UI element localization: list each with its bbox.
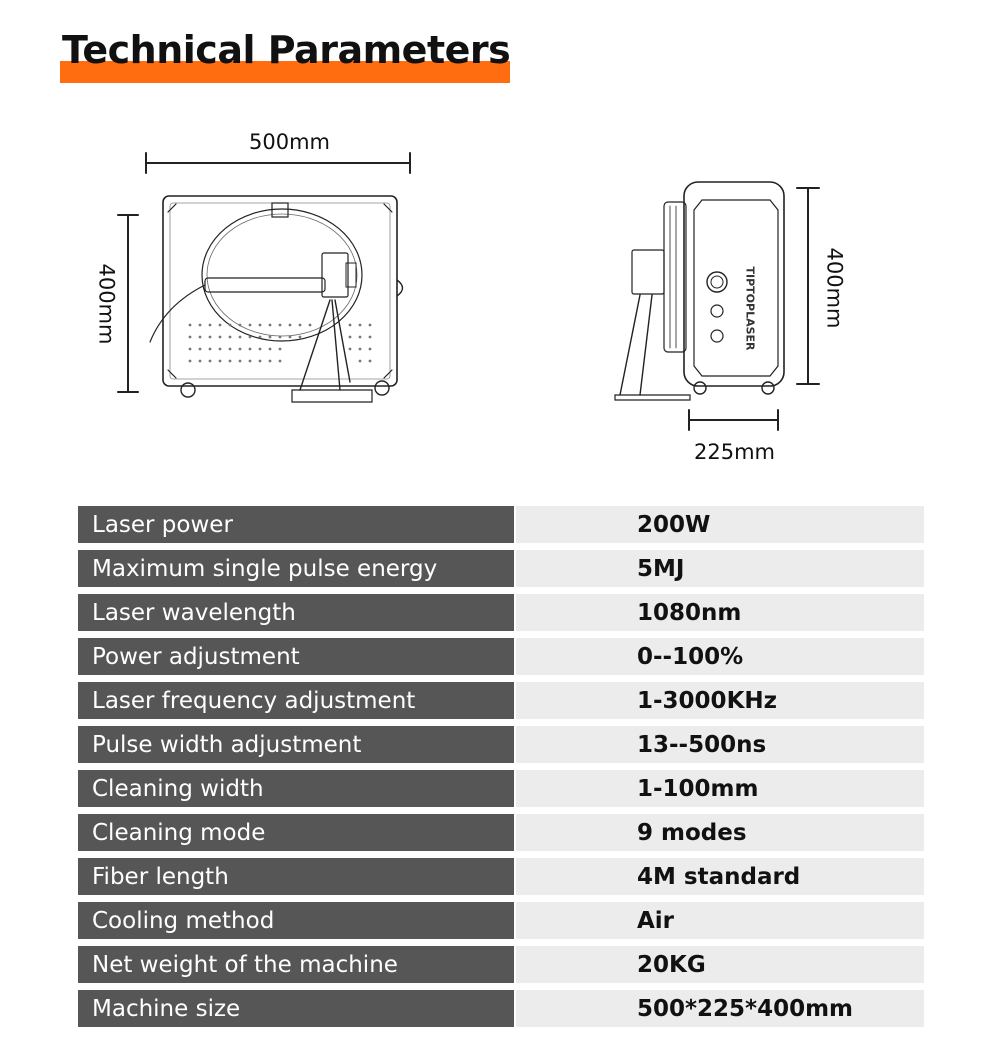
parameter-name: Cleaning mode [78,814,514,851]
parameter-name: Machine size [78,990,514,1027]
parameter-value: 1080nm [516,594,924,631]
parameter-value: Air [516,902,924,939]
parameter-name: Fiber length [78,858,514,895]
front-width-label: 500mm [249,130,330,154]
parameter-name: Laser wavelength [78,594,514,631]
page-title-text: Technical Parameters [62,28,511,72]
parameter-value: 200W [516,506,924,543]
parameter-value: 0--100% [516,638,924,675]
table-row [78,638,924,675]
table-row [78,902,924,939]
table-row [78,770,924,807]
parameter-value: 13--500ns [516,726,924,763]
front-view-drawing [0,120,1000,480]
parameter-name: Cooling method [78,902,514,939]
front-height-label: 400mm [94,263,119,345]
parameter-value: 4M standard [516,858,924,895]
parameter-name: Laser power [78,506,514,543]
side-height-label: 400mm [822,247,847,329]
parameter-value: 1-100mm [516,770,924,807]
parameter-value: 1-3000KHz [516,682,924,719]
side-brand-mark: TIPTOPLASER [743,266,757,351]
parameter-value: 9 modes [516,814,924,851]
parameter-name: Cleaning width [78,770,514,807]
parameter-name: Laser frequency adjustment [78,682,514,719]
parameter-name: Pulse width adjustment [78,726,514,763]
parameter-name: Power adjustment [78,638,514,675]
parameter-name: Maximum single pulse energy [78,550,514,587]
table-row [78,858,924,895]
table-row [78,726,924,763]
parameter-value: 500*225*400mm [516,990,924,1027]
table-row [78,550,924,587]
table-row [78,990,924,1027]
page-title [60,28,510,84]
machine-dimension-diagram [0,120,1000,480]
side-depth-label: 225mm [694,440,775,464]
parameter-name: Net weight of the machine [78,946,514,983]
table-row [78,506,924,543]
table-row [78,814,924,851]
table-row [78,682,924,719]
table-row [78,946,924,983]
parameter-value: 5MJ [516,550,924,587]
parameter-value: 20KG [516,946,924,983]
table-row [78,594,924,631]
technical-parameters-table [78,499,924,1034]
